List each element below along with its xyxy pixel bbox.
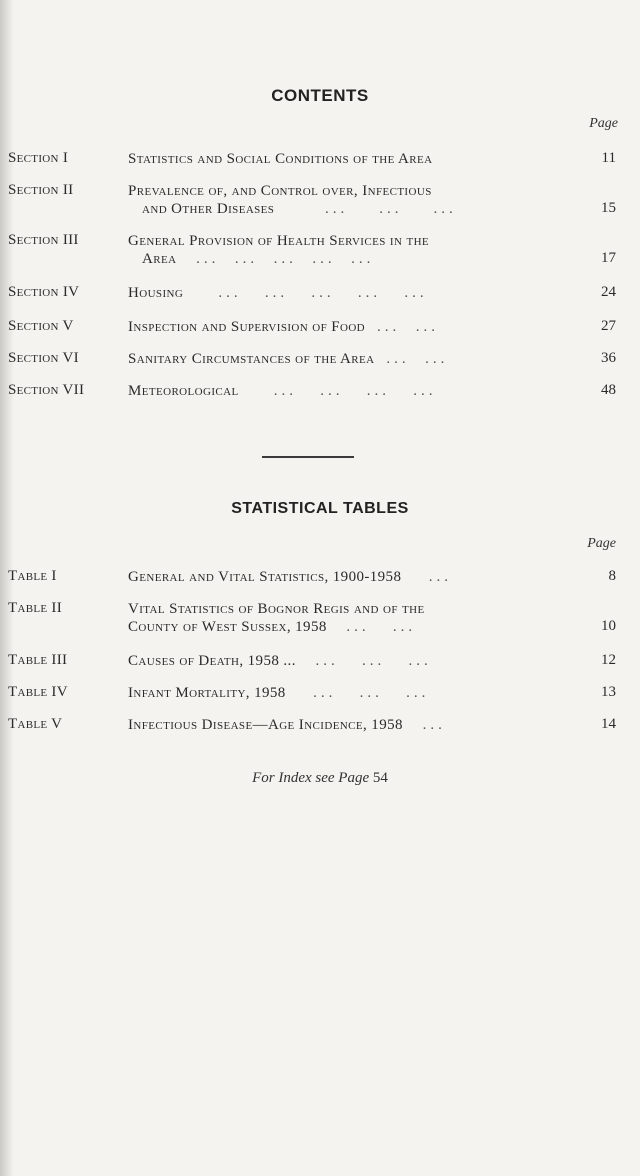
page-number: 15 [601,200,616,216]
index-page-number: 54 [372,770,388,786]
page-number: 13 [601,684,616,700]
page-column-header: Page [587,536,616,551]
page-number: 36 [601,350,616,366]
page-number: 27 [601,318,616,334]
index-reference-text: For Index see Page [252,770,370,786]
page-number: 12 [601,652,616,668]
section-title: Inspection and Supervision of Food ... ... [128,319,439,335]
table-label: Table V [8,716,63,732]
table-label: Table III [8,652,68,668]
section-divider [262,456,354,458]
section-label: Section VII [8,382,85,398]
page-number: 17 [601,250,616,266]
section-title: Meteorological ... ... ... ... [128,383,437,399]
tables-title: STATISTICAL TABLES [231,500,409,517]
page-number: 10 [601,618,616,634]
section-label: Section V [8,318,74,334]
table-title: Infectious Disease—Age Incidence, 1958 ... [128,717,446,733]
table-title: Vital Statistics of Bognor Regis and of the County of West Sussex, 1958 ... ... [128,601,425,635]
section-label: Section VI [8,350,79,366]
page-number: 24 [601,284,616,300]
section-title: Housing ... ... ... ... ... [128,285,428,301]
section-title: General Provision of Health Services in the Area ... ... ... ... ... [128,233,430,267]
table-title: Infant Mortality, 1958 ... ... ... [128,685,430,701]
section-label: Section III [8,232,79,248]
page-number: 48 [601,382,616,398]
contents-title: CONTENTS [271,86,369,105]
section-label: Section II [8,182,74,198]
index-reference [0,770,640,787]
table-title: Causes of Death, 1958 ... ... ... ... [128,653,432,669]
table-title: General and Vital Statistics, 1900-1958 ... [128,569,453,585]
section-title: Prevalence of, and Control over, Infectious and Other Diseases ... ... ... [128,183,457,217]
table-label: Table I [8,568,57,584]
table-label: Table IV [8,684,68,700]
page-column-header: Page [589,116,618,131]
page-number: 14 [601,716,616,732]
section-label: Section IV [8,284,80,300]
section-title: Sanitary Circumstances of the Area ... ... [128,351,449,367]
page-number: 11 [601,150,616,166]
binding-edge [0,0,14,1176]
section-label: Section I [8,150,69,166]
page-number: 8 [608,568,616,584]
table-label: Table II [8,600,63,616]
section-title: Statistics and Social Conditions of the Area [128,151,433,167]
